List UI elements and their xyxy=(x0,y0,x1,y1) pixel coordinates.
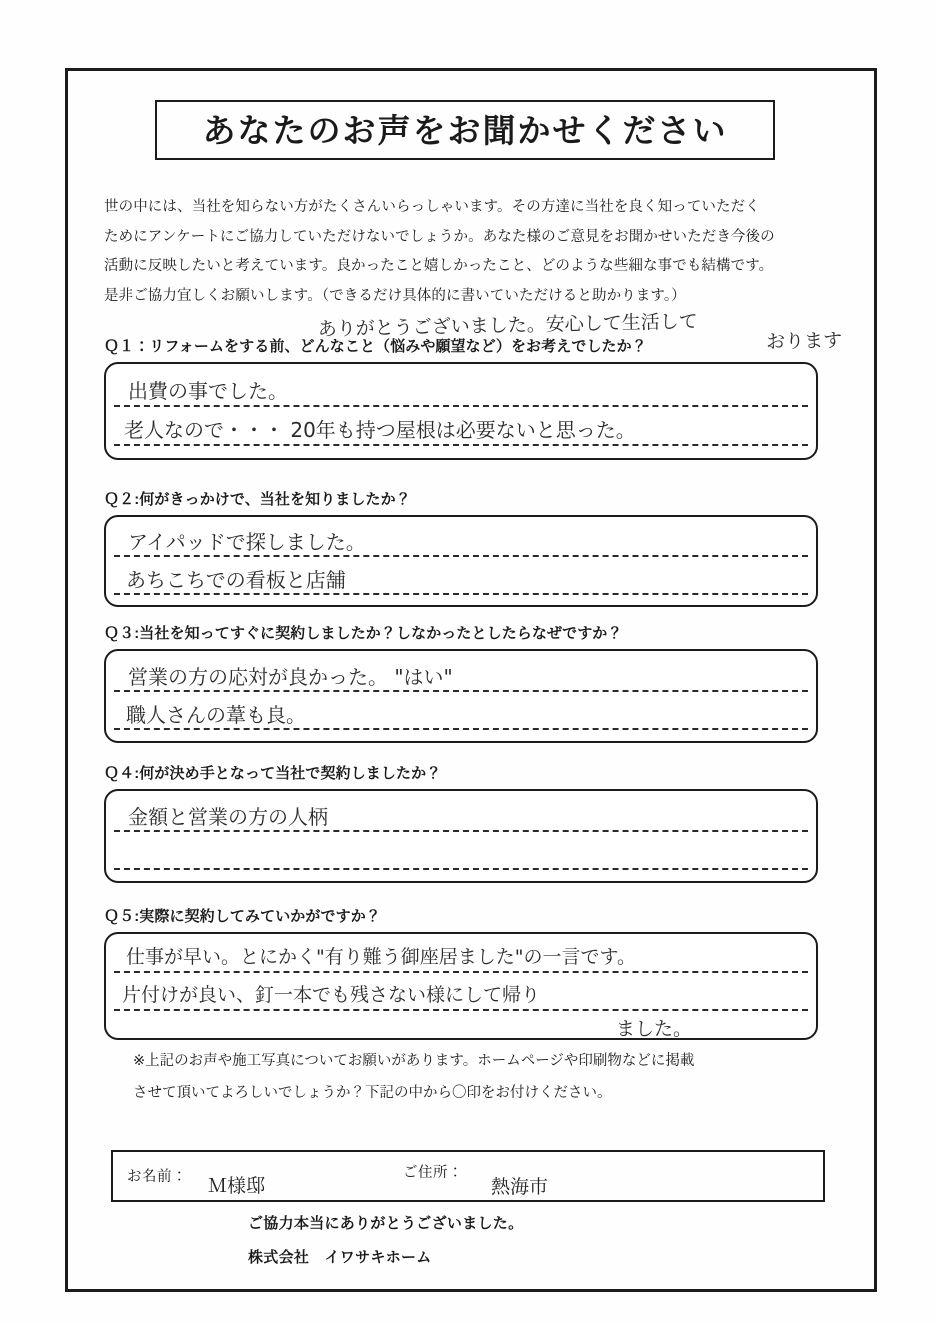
consent-note-line-2: させて頂いてよろしいでしょうか？下記の中から〇印をお付けください。 xyxy=(133,1084,612,1101)
address-value[interactable]: 熱海市 xyxy=(491,1176,549,1198)
intro-line-2: ためにアンケートにご協力していただけないでしょうか。あなた様のご意見をお聞かせいただき今後の xyxy=(104,228,775,245)
rule-line xyxy=(114,868,808,870)
question-label-q5: Ｑ５:実際に契約してみていかがですか？ xyxy=(104,908,381,925)
question-block-q5 xyxy=(104,905,844,1040)
answer-text-q2-line-1: アイパッドで探しました。 xyxy=(128,530,366,554)
page-title: あなたのお声をお聞かせください xyxy=(202,111,728,149)
answer-box-q4[interactable] xyxy=(104,789,818,883)
intro-line-1: 世の中には、当社を知らない方がたくさんいらっしゃいます。その方達に当社を良く知っていただく xyxy=(104,199,760,215)
answer-text-q1-line-2: 老人なので・・・ 20年も持つ屋根は必要ないと思った。 xyxy=(124,418,636,442)
rule-line xyxy=(114,1009,808,1011)
question-block-q3 xyxy=(104,622,844,743)
identity-box xyxy=(111,1150,825,1202)
top-handwritten-line-1: ありがとうございました。安心して生活して xyxy=(317,310,698,341)
answer-text-q4-line-1: 金額と営業の方の人柄 xyxy=(128,805,328,829)
top-handwritten-line-2: おります xyxy=(765,329,843,354)
answer-box-q1[interactable] xyxy=(104,362,818,460)
rule-line xyxy=(114,405,808,407)
rule-line xyxy=(114,444,808,446)
question-block-q2 xyxy=(104,488,844,607)
rule-line xyxy=(114,593,808,595)
footer-company: 株式会社 イワサキホーム xyxy=(248,1249,432,1266)
intro-line-3: 活動に反映したいと考えています。良かったこと嬉しかったこと、どのような些細な事でも結構です。 xyxy=(104,258,774,275)
answer-box-q2[interactable] xyxy=(104,515,818,607)
intro-line-4: 是非ご協力宜しくお願いします。（できるだけ具体的に書いていただけると助かります。） xyxy=(104,287,686,304)
rule-line xyxy=(114,555,808,557)
name-value[interactable]: Ｍ様邸 xyxy=(208,1175,266,1197)
question-label-q1: Ｑ１：リフォームをする前、どんなこと（悩みや願望など）をお考えでしたか？ xyxy=(104,338,647,355)
rule-line xyxy=(114,728,808,730)
rule-line xyxy=(114,830,808,832)
question-label-q3: Ｑ３:当社を知ってすぐに契約しましたか？しなかったとしたらなぜですか？ xyxy=(104,625,623,642)
name-label: お名前： xyxy=(127,1169,187,1185)
answer-text-q2-line-2: あちこちでの看板と店舗 xyxy=(126,568,346,592)
form-title-box xyxy=(155,100,775,160)
rule-line xyxy=(114,690,808,692)
address-label: ご住所： xyxy=(403,1165,463,1181)
consent-note-line-1: ※上記のお声や施工写真についてお願いがあります。ホームページや印刷物などに掲載 xyxy=(133,1053,695,1069)
question-block-q4 xyxy=(104,762,844,883)
footer xyxy=(248,1212,523,1280)
answer-text-q3-line-1: 営業の方の応対が良かった。 "はい" xyxy=(128,665,453,689)
answer-text-q5-line-2: 片付けが良い、釘一本でも残さない様にして帰り xyxy=(122,984,541,1006)
answer-text-q3-line-2: 職人さんの葦も良。 xyxy=(126,703,306,727)
answer-box-q5[interactable] xyxy=(104,932,818,1040)
rule-line xyxy=(114,971,808,973)
answer-box-q3[interactable] xyxy=(104,649,818,743)
question-label-q2: Ｑ２:何がきっかけで、当社を知りましたか？ xyxy=(104,491,411,508)
question-block-q1 xyxy=(104,335,844,460)
question-label-q4: Ｑ４:何が決め手となって当社で契約しましたか？ xyxy=(104,765,442,782)
answer-text-q1-line-1: 出費の事でした。 xyxy=(128,379,288,403)
intro-paragraph xyxy=(104,198,844,316)
answer-text-q5-line-1: 仕事が早い。とにかく"有り難う御座居ました"の一言です。 xyxy=(126,946,636,968)
footer-thanks: ご協力本当にありがとうございました。 xyxy=(248,1215,524,1232)
answer-text-q5-line-3: ました。 xyxy=(616,1018,693,1040)
consent-note xyxy=(133,1052,853,1116)
